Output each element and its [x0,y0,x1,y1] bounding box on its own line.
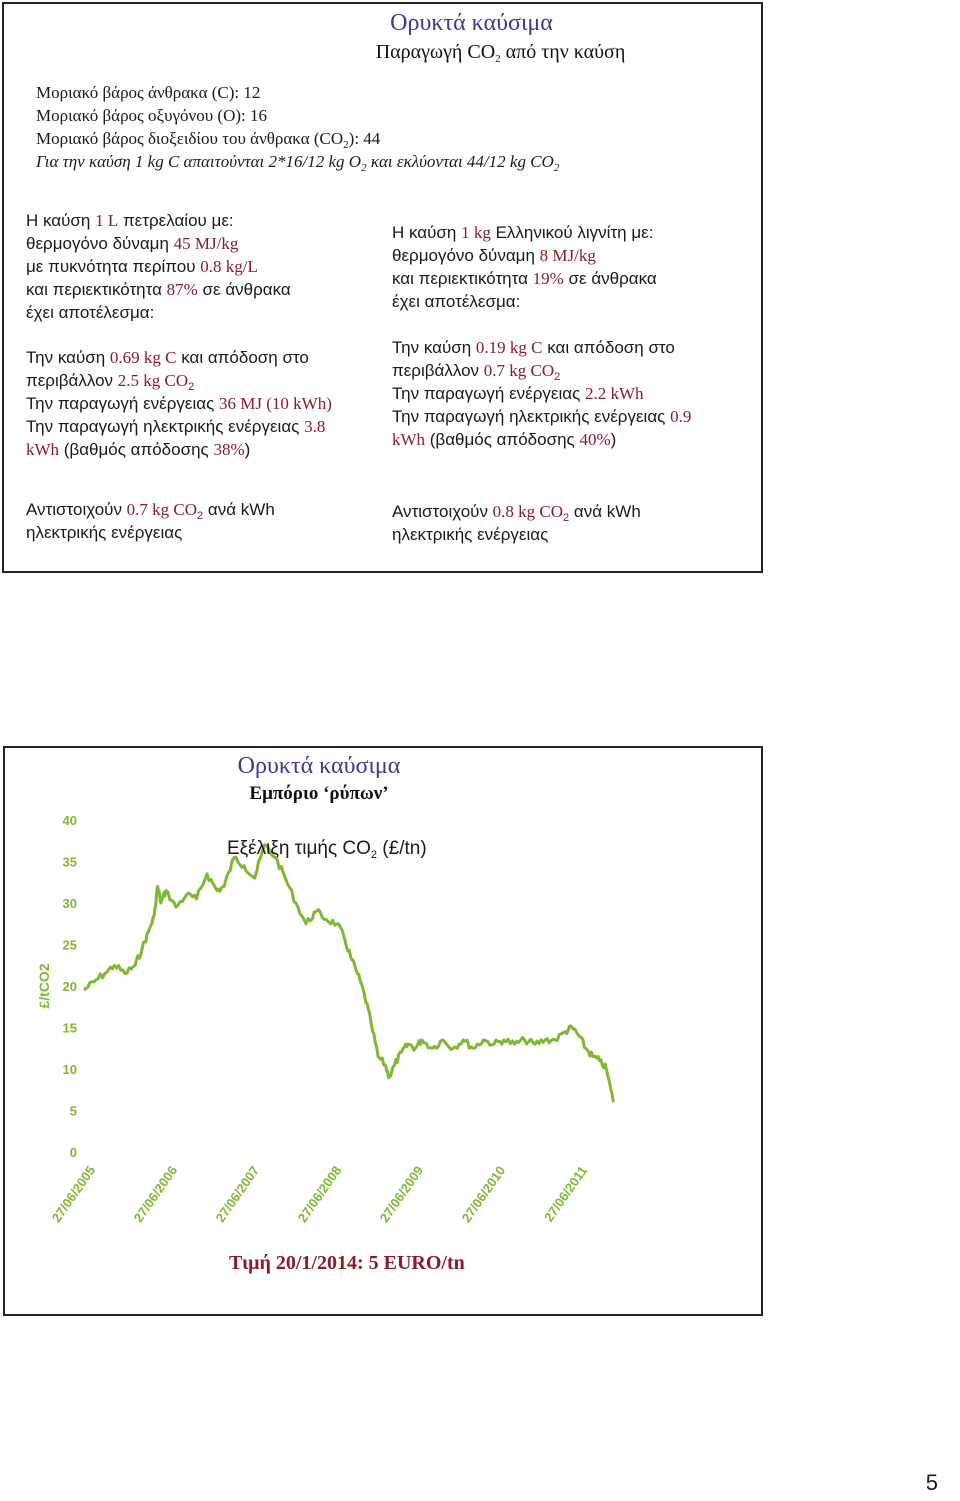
y-tick-label: 15 [62,1020,77,1036]
x-tick-label: 27/06/2010 [458,1163,509,1226]
combustion-statement: Για την καύση 1 kg C απαιτούνται 2*16/12 kg $O_2$ και εκλύονται 44/12 kg $CO_2$ [36,152,560,174]
co2-price-chart [5,748,761,1314]
lignite-line-2: θερμογόνο δύναμη 8 MJ/kg [392,246,596,265]
oil-line-9: Την παραγωγή ηλεκτρικής ενέργειας 3.8 [26,417,326,436]
lignite-line-10: Αντιστοιχούν 0.8 kg $CO_2$ ανά kWh [392,502,641,524]
lignite-line-4: έχει αποτέλεσμα: [392,292,521,311]
x-axis [49,1163,591,1225]
y-tick-label: 0 [69,1145,77,1160]
molar-mass-carbon: Μοριακό βάρος άνθρακα (C): 12 [36,83,261,102]
lignite-line-5: Την καύση 0.19 kg C και απόδοση στο [392,338,675,357]
y-tick-label: 5 [69,1103,77,1119]
oil-line-2: θερμογόνο δύναμη 45 MJ/kg [26,234,239,253]
page-number: 5 [925,1470,938,1495]
oil-line-12: ηλεκτρικής ενέργειας [26,523,183,542]
lignite-line-11: ηλεκτρικής ενέργειας [392,525,549,544]
oil-line-10: kWh (βαθμός απόδοσης 38%) [26,440,251,459]
lignite-line-6: περιβάλλον 0.7 kg $CO_2$ [392,361,561,383]
oil-line-11: Αντιστοιχούν 0.7 kg $CO_2$ ανά kWh [26,500,275,522]
y-tick-label: 10 [62,1062,77,1077]
y-tick-label: 35 [62,854,77,870]
oil-line-1: Η καύση 1 L πετρελαίου με: [26,211,234,230]
oil-line-3: με πυκνότητα περίπου 0.8 kg/L [26,257,258,276]
y-tick-label: 25 [62,937,77,953]
oil-line-8: Την παραγωγή ενέργειας 36 MJ (10 kWh) [26,394,332,413]
y-axis [36,813,77,1160]
y-tick-label: 40 [62,813,77,828]
slide2-subtitle: Εμπόριο ‘ρύπων’ [249,783,389,804]
lignite-line-8: Την παραγωγή ηλεκτρικής ενέργειας 0.9 [392,407,692,426]
price-note: Τιμή 20/1/2014: 5 EURO/tn [229,1252,465,1274]
co2-price-series-line [84,845,613,1102]
x-tick-label: 27/06/2009 [376,1163,427,1226]
y-tick-label: 30 [62,896,77,911]
oil-line-4: και περιεκτικότητα 87% σε άνθρακα [26,280,291,299]
slide2-title: Ορυκτά καύσιμα [237,753,401,779]
x-tick-label: 27/06/2007 [212,1163,263,1226]
lignite-line-9: kWh (βαθμός απόδοσης 40%) [392,430,617,449]
lignite-line-1: Η καύση 1 kg Ελληνικού λιγνίτη με: [392,223,654,242]
slide1-subtitle: Παραγωγή $CO_2$ από την καύση [375,41,626,65]
slide1-title: Ορυκτά καύσιμα [390,10,553,36]
lignite-line-7: Την παραγωγή ενέργειας 2.2 kWh [392,384,644,403]
lignite-line-3: και περιεκτικότητα 19% σε άνθρακα [392,269,657,288]
oil-line-7: περιβάλλον 2.5 kg $CO_2$ [26,371,195,393]
chart-title: Εξέλιξη τιμής $CO_2$ (£/tn) [227,838,427,861]
molar-mass-co2: Μοριακό βάρος διοξειδίου του άνθρακα $(CO_2)$: 44 [36,129,381,151]
oil-line-5: έχει αποτέλεσμα: [26,303,155,322]
molar-mass-oxygen: Μοριακό βάρος οξυγόνου (O): 16 [36,106,267,125]
slide-emissions-trading [3,746,763,1316]
x-tick-label: 27/06/2008 [294,1163,345,1226]
slide-co2-combustion [2,2,763,573]
x-tick-label: 27/06/2011 [541,1163,591,1225]
oil-line-6: Την καύση 0.69 kg C και απόδοση στο [26,348,309,367]
y-axis-label: £/tCO2 [36,963,52,1009]
x-tick-label: 27/06/2006 [130,1163,181,1226]
x-tick-label: 27/06/2005 [48,1163,99,1226]
y-tick-label: 20 [62,979,77,994]
